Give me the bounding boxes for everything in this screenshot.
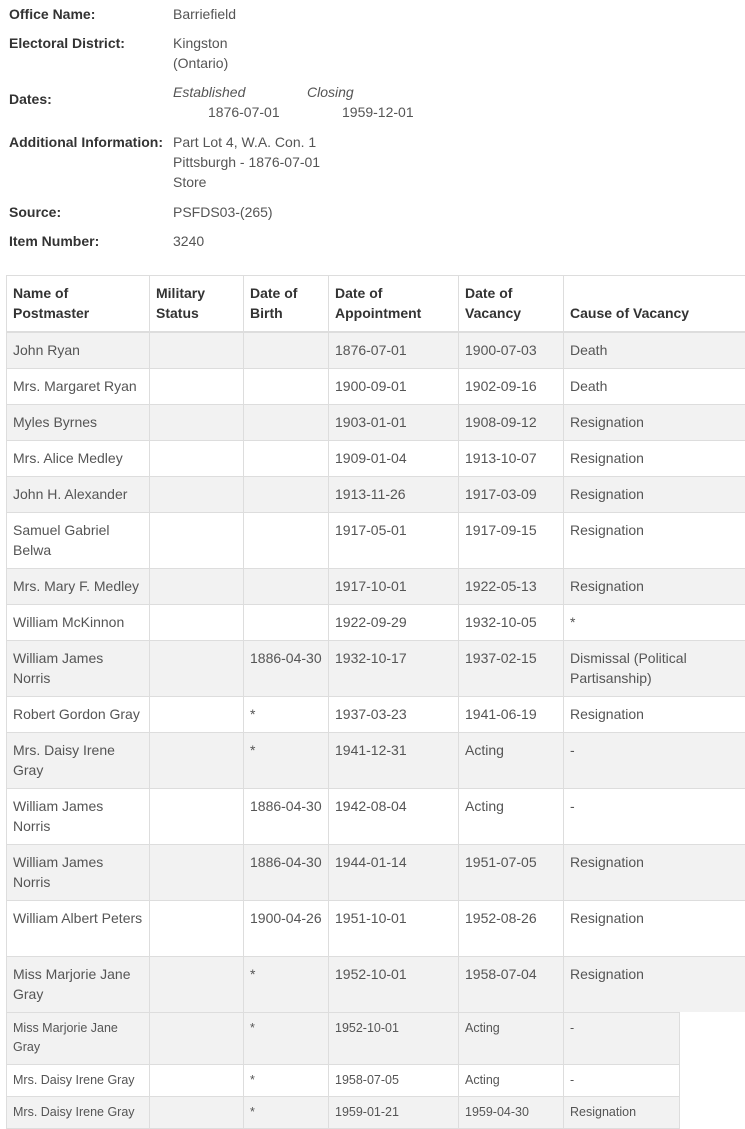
date-of-vacancy-cell: 1951-07-05 <box>459 845 564 901</box>
cause-of-vacancy-cell: - <box>564 733 745 789</box>
closing-header: Closing <box>307 82 354 102</box>
date-of-birth-cell <box>244 605 329 641</box>
postmaster-name-cell: Mrs. Daisy Irene Gray <box>7 1097 150 1129</box>
postmaster-name-cell: Myles Byrnes <box>7 405 150 441</box>
header-name <box>7 276 150 333</box>
established-header: Established <box>173 82 245 102</box>
date-of-birth-cell: * <box>244 957 329 1013</box>
cause-of-vacancy-cell: Resignation <box>564 697 745 733</box>
date-of-vacancy-cell: Acting <box>459 789 564 845</box>
cause-of-vacancy-cell: * <box>564 605 745 641</box>
established-date: 1876-07-01 <box>208 102 280 122</box>
postmaster-name-cell: William James Norris <box>7 789 150 845</box>
military-status-cell <box>150 569 244 605</box>
table-row <box>7 733 745 789</box>
table-row <box>7 369 745 405</box>
date-of-appointment-cell: 1941-12-31 <box>329 733 459 789</box>
table-row <box>7 441 745 477</box>
header-name-line-1: Name of <box>13 285 68 301</box>
date-of-birth-cell: * <box>244 733 329 789</box>
header-appointment-line-1: Date of <box>335 285 382 301</box>
additional-info-value <box>173 132 320 192</box>
date-of-vacancy-cell: Acting <box>459 733 564 789</box>
table-row <box>7 405 745 441</box>
date-of-vacancy-cell: 1902-09-16 <box>459 369 564 405</box>
dates-label: Dates: <box>9 82 173 109</box>
table-row <box>7 901 745 957</box>
military-status-cell <box>150 441 244 477</box>
military-status-cell <box>150 1065 244 1097</box>
office-name-value: Barriefield <box>173 4 236 24</box>
electoral-district-row <box>9 33 228 73</box>
date-of-appointment-cell: 1903-01-01 <box>329 405 459 441</box>
source-label: Source: <box>9 202 173 222</box>
date-of-appointment-cell: 1942-08-04 <box>329 789 459 845</box>
postmaster-name-cell: Samuel Gabriel Belwa <box>7 513 150 569</box>
dates-values <box>173 82 433 124</box>
office-name-row <box>9 4 236 24</box>
postmaster-name-cell: William James Norris <box>7 641 150 697</box>
header-vacancy-line-1: Date of <box>465 285 512 301</box>
item-number-label: Item Number: <box>9 231 173 251</box>
additional-info-label: Additional Information: <box>9 132 173 152</box>
header-date-of-vacancy <box>459 276 564 333</box>
military-status-cell <box>150 332 244 369</box>
date-of-birth-cell: * <box>244 697 329 733</box>
postmaster-name-cell: John Ryan <box>7 332 150 369</box>
date-of-vacancy-cell: 1900-07-03 <box>459 332 564 369</box>
date-of-vacancy-cell: 1932-10-05 <box>459 605 564 641</box>
table-row <box>7 789 745 845</box>
military-status-cell <box>150 641 244 697</box>
additional-line-2: Pittsburgh - 1876-07-01 <box>173 152 320 172</box>
date-of-vacancy-cell: 1941-06-19 <box>459 697 564 733</box>
header-date-of-appointment <box>329 276 459 333</box>
date-of-birth-cell <box>244 513 329 569</box>
additional-line-1: Part Lot 4, W.A. Con. 1 <box>173 132 320 152</box>
header-appointment-line-2: Appointment <box>335 305 421 321</box>
date-of-birth-cell: * <box>244 1013 329 1065</box>
table-row <box>7 477 745 513</box>
date-of-appointment-cell: 1951-10-01 <box>329 901 459 957</box>
source-value: PSFDS03-(265) <box>173 202 273 222</box>
date-of-appointment-cell: 1944-01-14 <box>329 845 459 901</box>
military-status-cell <box>150 845 244 901</box>
date-of-appointment-cell: 1959-01-21 <box>329 1097 459 1129</box>
postmaster-name-cell: William James Norris <box>7 845 150 901</box>
date-of-birth-cell <box>244 441 329 477</box>
postmaster-name-cell: Mrs. Alice Medley <box>7 441 150 477</box>
postmaster-name-cell: Mrs. Mary F. Medley <box>7 569 150 605</box>
postmaster-name-cell: Miss Marjorie Jane Gray <box>7 1013 150 1065</box>
date-of-vacancy-cell: 1937-02-15 <box>459 641 564 697</box>
table-row <box>7 641 745 697</box>
date-of-appointment-cell: 1952-10-01 <box>329 1013 459 1065</box>
date-of-appointment-cell: 1876-07-01 <box>329 332 459 369</box>
date-of-birth-cell: 1886-04-30 <box>244 789 329 845</box>
postmasters-table-continued <box>6 1012 680 1129</box>
postmaster-name-cell: Mrs. Daisy Irene Gray <box>7 1065 150 1097</box>
cause-of-vacancy-cell: Resignation <box>564 477 745 513</box>
date-of-vacancy-cell: 1959-04-30 <box>459 1097 564 1129</box>
item-number-value: 3240 <box>173 231 204 251</box>
header-military-line-1: Military <box>156 285 205 301</box>
electoral-district-value <box>173 33 228 73</box>
cause-of-vacancy-cell: Resignation <box>564 845 745 901</box>
military-status-cell <box>150 513 244 569</box>
table-row <box>7 845 745 901</box>
date-of-vacancy-cell: 1917-03-09 <box>459 477 564 513</box>
cause-of-vacancy-cell: Dismissal (Political Partisanship) <box>564 641 745 697</box>
postmaster-name-cell: William Albert Peters <box>7 901 150 957</box>
office-name-label: Office Name: <box>9 4 173 24</box>
date-of-appointment-cell: 1958-07-05 <box>329 1065 459 1097</box>
header-cause-of-vacancy: Cause of Vacancy <box>564 276 745 333</box>
date-of-vacancy-cell: 1913-10-07 <box>459 441 564 477</box>
date-of-appointment-cell: 1937-03-23 <box>329 697 459 733</box>
table-row <box>7 605 745 641</box>
postmaster-name-cell: Mrs. Daisy Irene Gray <box>7 733 150 789</box>
date-of-birth-cell <box>244 405 329 441</box>
cause-of-vacancy-cell: - <box>564 1065 680 1097</box>
table-row <box>7 332 745 369</box>
postmaster-name-cell: Robert Gordon Gray <box>7 697 150 733</box>
table-row <box>7 1013 680 1065</box>
military-status-cell <box>150 477 244 513</box>
cause-of-vacancy-cell: - <box>564 1013 680 1065</box>
table-row <box>7 697 745 733</box>
cause-of-vacancy-cell: Death <box>564 332 745 369</box>
date-of-appointment-cell: 1952-10-01 <box>329 957 459 1013</box>
postmaster-name-cell: John H. Alexander <box>7 477 150 513</box>
header-birth-line-1: Date of <box>250 285 297 301</box>
header-military-line-2: Status <box>156 305 199 321</box>
header-name-line-2: Postmaster <box>13 305 89 321</box>
table-row <box>7 1065 680 1097</box>
table-row <box>7 513 745 569</box>
postmaster-name-cell: William McKinnon <box>7 605 150 641</box>
date-of-vacancy-cell: Acting <box>459 1065 564 1097</box>
date-of-birth-cell <box>244 369 329 405</box>
closing-date: 1959-12-01 <box>342 102 414 122</box>
district-line-2: (Ontario) <box>173 53 228 73</box>
military-status-cell <box>150 697 244 733</box>
military-status-cell <box>150 1013 244 1065</box>
military-status-cell <box>150 789 244 845</box>
date-of-appointment-cell: 1913-11-26 <box>329 477 459 513</box>
cause-of-vacancy-cell: Resignation <box>564 569 745 605</box>
cause-of-vacancy-cell: Resignation <box>564 1097 680 1129</box>
cause-of-vacancy-cell: Resignation <box>564 957 745 1013</box>
date-of-vacancy-cell: 1958-07-04 <box>459 957 564 1013</box>
date-of-birth-cell <box>244 569 329 605</box>
additional-line-3: Store <box>173 172 320 192</box>
header-date-of-birth <box>244 276 329 333</box>
electoral-district-label: Electoral District: <box>9 33 173 53</box>
cause-of-vacancy-cell: Resignation <box>564 901 745 957</box>
date-of-birth-cell: 1886-04-30 <box>244 641 329 697</box>
military-status-cell <box>150 405 244 441</box>
header-birth-line-2: Birth <box>250 305 283 321</box>
date-of-vacancy-cell: 1922-05-13 <box>459 569 564 605</box>
date-of-birth-cell: * <box>244 1097 329 1129</box>
date-of-vacancy-cell: 1908-09-12 <box>459 405 564 441</box>
date-of-appointment-cell: 1917-10-01 <box>329 569 459 605</box>
item-number-row <box>9 231 204 251</box>
dates-row <box>9 82 433 124</box>
table-header-row <box>7 276 745 333</box>
cause-of-vacancy-cell: Death <box>564 369 745 405</box>
header-military-status <box>150 276 244 333</box>
postmasters-table-container <box>6 275 745 1129</box>
date-of-appointment-cell: 1932-10-17 <box>329 641 459 697</box>
date-of-vacancy-cell: Acting <box>459 1013 564 1065</box>
additional-info-row <box>9 132 320 192</box>
cause-of-vacancy-cell: Resignation <box>564 441 745 477</box>
date-of-birth-cell: 1886-04-30 <box>244 845 329 901</box>
date-of-birth-cell: 1900-04-26 <box>244 901 329 957</box>
military-status-cell <box>150 901 244 957</box>
source-row <box>9 202 273 222</box>
postmasters-table <box>6 275 745 1012</box>
date-of-vacancy-cell: 1917-09-15 <box>459 513 564 569</box>
military-status-cell <box>150 605 244 641</box>
military-status-cell <box>150 733 244 789</box>
date-of-appointment-cell: 1922-09-29 <box>329 605 459 641</box>
cause-of-vacancy-cell: Resignation <box>564 513 745 569</box>
date-of-appointment-cell: 1900-09-01 <box>329 369 459 405</box>
date-of-birth-cell <box>244 332 329 369</box>
date-of-vacancy-cell: 1952-08-26 <box>459 901 564 957</box>
cause-of-vacancy-cell: Resignation <box>564 405 745 441</box>
table-row <box>7 957 745 1013</box>
military-status-cell <box>150 957 244 1013</box>
date-of-appointment-cell: 1917-05-01 <box>329 513 459 569</box>
district-line-1: Kingston <box>173 33 228 53</box>
cause-of-vacancy-cell: - <box>564 789 745 845</box>
postmaster-name-cell: Mrs. Margaret Ryan <box>7 369 150 405</box>
header-vacancy-line-2: Vacancy <box>465 305 521 321</box>
date-of-birth-cell <box>244 477 329 513</box>
date-of-birth-cell: * <box>244 1065 329 1097</box>
table-row <box>7 569 745 605</box>
date-of-appointment-cell: 1909-01-04 <box>329 441 459 477</box>
military-status-cell <box>150 369 244 405</box>
postmaster-name-cell: Miss Marjorie Jane Gray <box>7 957 150 1013</box>
